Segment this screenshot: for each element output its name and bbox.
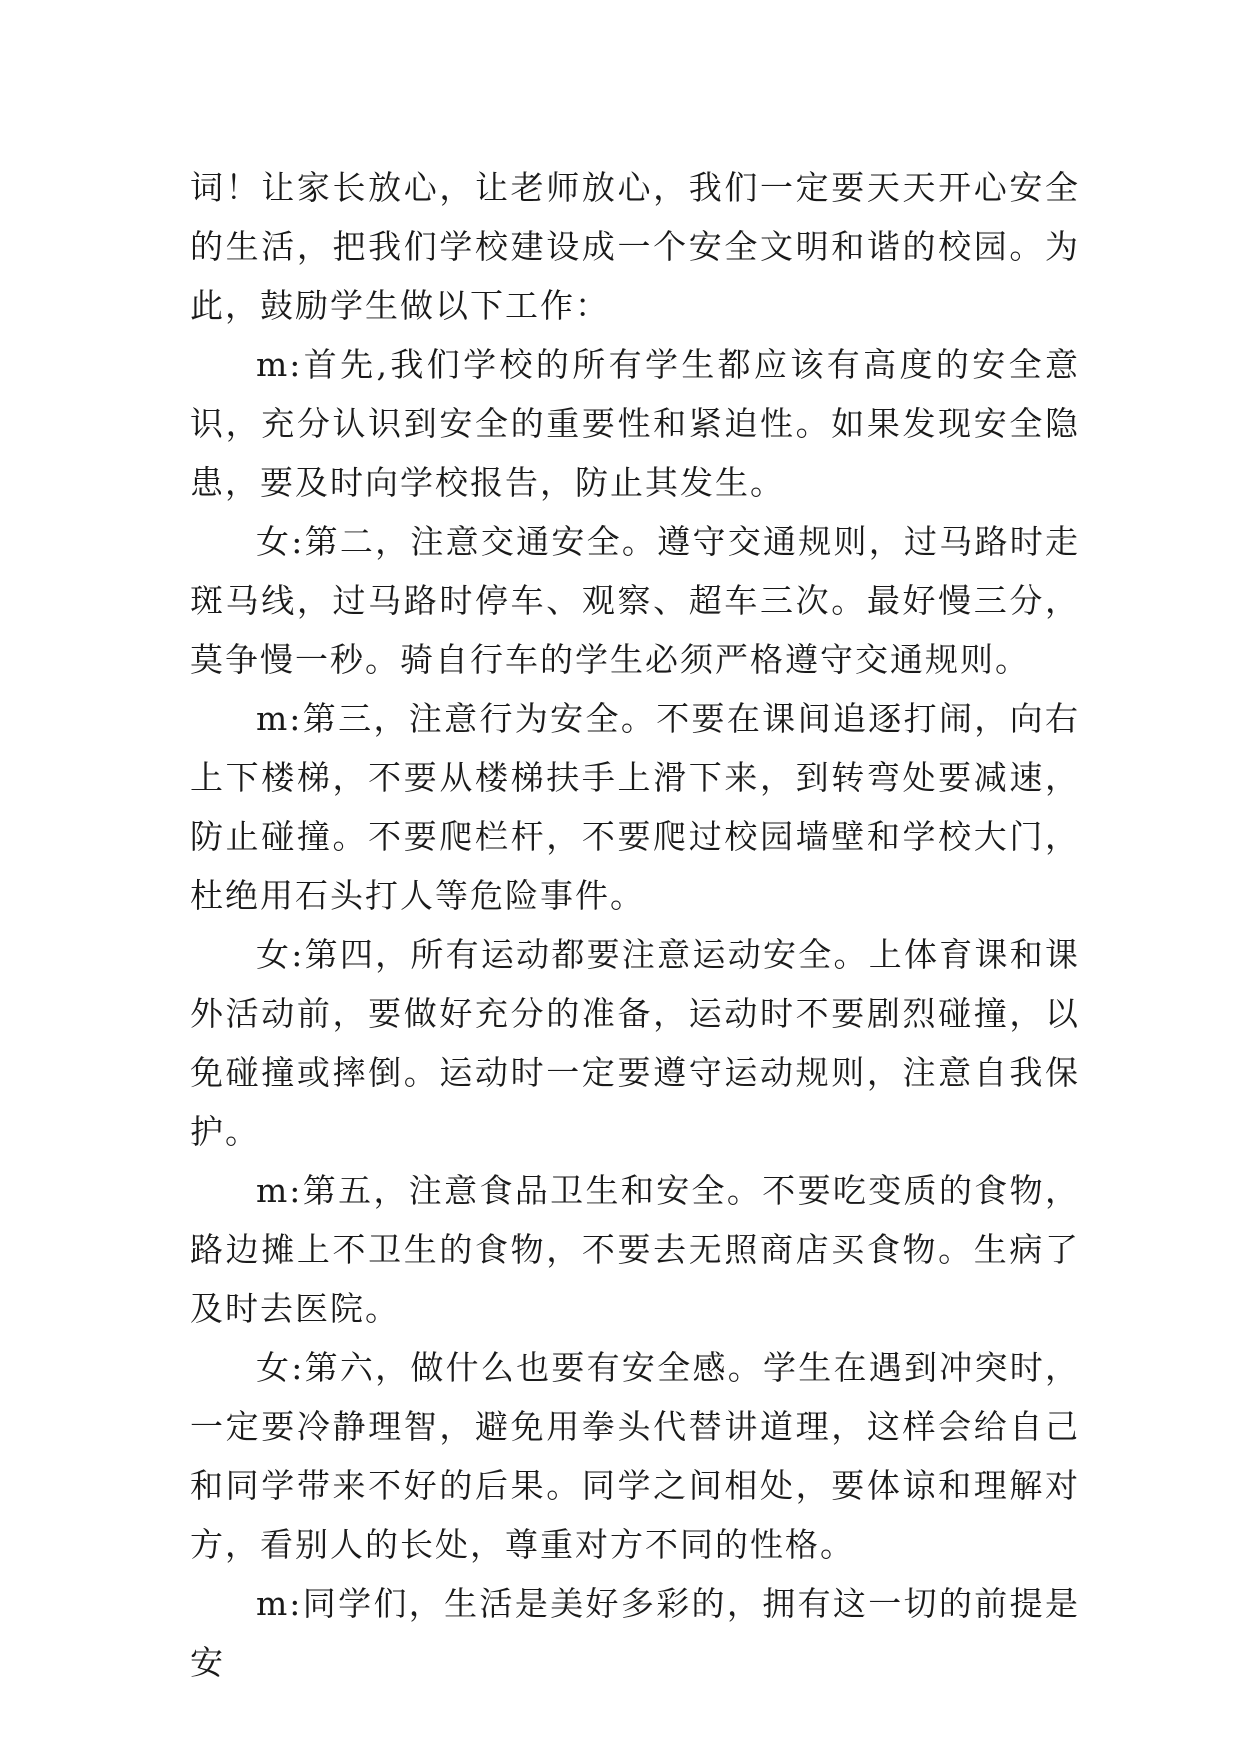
paragraph-7: m:同学们，生活是美好多彩的，拥有这一切的前提是安 (190, 1584, 1080, 1682)
paragraph-4: 女:第四，所有运动都要注意运动安全。上体育课和课外活动前，要做好充分的准备，运动时不要剧烈碰撞，以免碰撞或摔倒。运动时一定要遵守运动规则，注意自我保护。 (190, 935, 1080, 1151)
paragraph-1: m:首先,我们学校的所有学生都应该有高度的安全意识，充分认识到安全的重要性和紧迫性。如果发现安全隐患，要及时向学校报告，防止其发生。 (190, 345, 1080, 502)
paragraph-6: 女:第六，做什么也要有安全感。学生在遇到冲突时，一定要冷静理智，避免用拳头代替讲道理，这样会给自己和同学带来不好的后果。同学之间相处，要体谅和理解对方，看别人的长处，尊重对方不同的性格。 (190, 1348, 1080, 1564)
document-body (190, 158, 1080, 1692)
paragraph-5: m:第五，注意食品卫生和安全。不要吃变质的食物，路边摊上不卫生的食物，不要去无照商店买食物。生病了及时去医院。 (190, 1171, 1080, 1328)
paragraph-2: 女:第二，注意交通安全。遵守交通规则，过马路时走斑马线，过马路时停车、观察、超车三次。最好慢三分，莫争慢一秒。骑自行车的学生必须严格遵守交通规则。 (190, 522, 1080, 679)
paragraph-3: m:第三，注意行为安全。不要在课间追逐打闹，向右上下楼梯，不要从楼梯扶手上滑下来，到转弯处要减速，防止碰撞。不要爬栏杆，不要爬过校园墙壁和学校大门，杜绝用石头打人等危险事件。 (190, 699, 1080, 915)
paragraph-0: 词！让家长放心，让老师放心，我们一定要天天开心安全的生活，把我们学校建设成一个安全文明和谐的校园。为此，鼓励学生做以下工作： (190, 168, 1080, 325)
